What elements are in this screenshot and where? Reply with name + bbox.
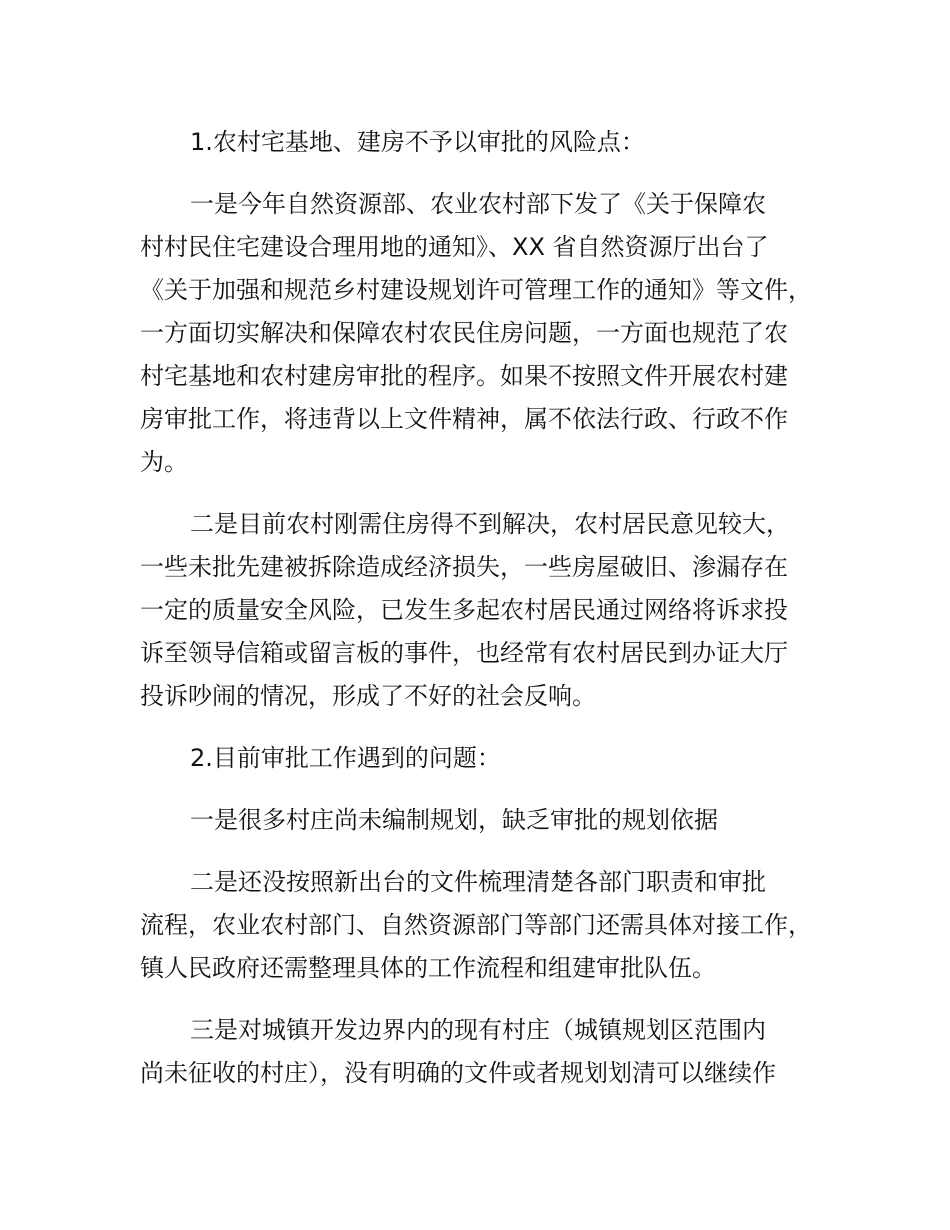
paragraph-2-line-2: 一些未批先建被拆除造成经济损失，一些房屋破旧、渗漏存在	[140, 553, 788, 581]
paragraph-1-line-5: 村宅基地和农村建房审批的程序。如果不按照文件开展农村建	[140, 362, 788, 390]
paragraph-4-line-2: 流程，农业农村部门、自然资源部门等部门还需具体对接工作，	[140, 911, 812, 939]
paragraph-2-line-5: 投诉吵闹的情况，形成了不好的社会反响。	[140, 682, 596, 710]
paragraph-1-line-3: 《关于加强和规范乡村建设规划许可管理工作的通知》等文件，	[140, 276, 812, 304]
paragraph-2-line-1: 二是目前农村刚需住房得不到解决，农村居民意见较大，	[190, 510, 790, 538]
heading-risk-points: 1.农村宅基地、建房不予以审批的风险点：	[190, 128, 645, 156]
paragraph-3-line-1: 一是很多村庄尚未编制规划，缺乏审批的规划依据	[190, 806, 718, 834]
paragraph-1-line-6: 房审批工作，将违背以上文件精神，属不依法行政、行政不作	[140, 405, 788, 433]
heading-current-problems: 2.目前审批工作遇到的问题：	[190, 744, 501, 772]
paragraph-1-line-2: 村村民住宅建设合理用地的通知》、XX 省自然资源厅出台了	[140, 233, 769, 261]
paragraph-4-line-1: 二是还没按照新出台的文件梳理清楚各部门职责和审批	[190, 868, 766, 896]
paragraph-1-line-4: 一方面切实解决和保障农村农民住房问题，一方面也规范了农	[140, 319, 788, 347]
paragraph-2-line-3: 一定的质量安全风险，已发生多起农村居民通过网络将诉求投	[140, 596, 788, 624]
paragraph-1-line-1: 一是今年自然资源部、农业农村部下发了《关于保障农	[190, 190, 766, 218]
paragraph-4-line-3: 镇人民政府还需整理具体的工作流程和组建审批队伍。	[140, 954, 716, 982]
paragraph-2-line-4: 诉至领导信箱或留言板的事件，也经常有农村居民到办证大厅	[140, 639, 788, 667]
paragraph-5-line-1: 三是对城镇开发边界内的现有村庄（城镇规划区范围内	[190, 1016, 766, 1044]
paragraph-5-line-2: 尚未征收的村庄），没有明确的文件或者规划划清可以继续作	[140, 1059, 776, 1087]
paragraph-1-line-7: 为。	[140, 448, 188, 476]
